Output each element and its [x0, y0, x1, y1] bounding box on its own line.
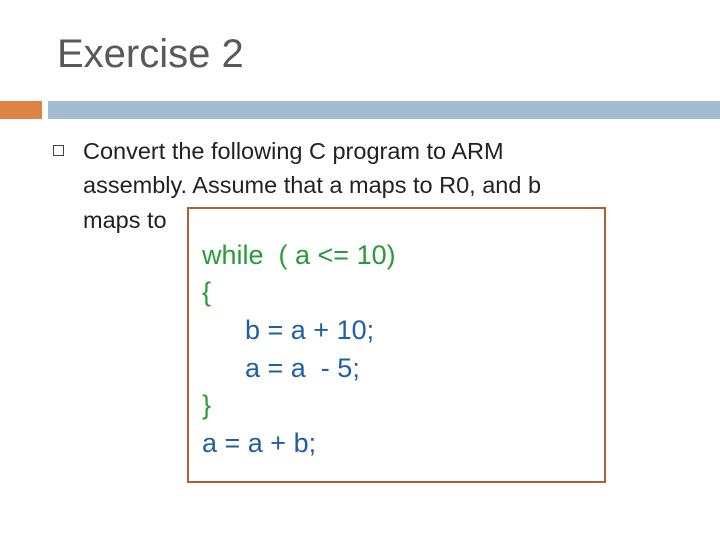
code-line-assign-b: b = a + 10; — [245, 315, 375, 345]
code-line-open-brace: { — [202, 277, 212, 307]
code-box — [187, 207, 606, 483]
square-bullet-icon — [53, 145, 64, 156]
bullet-text-line: assembly. Assume that a maps to R0, and b — [83, 172, 542, 199]
accent-bar-orange — [0, 101, 42, 119]
code-line-final-assign: a = a + b; — [202, 428, 317, 458]
code-line-close-brace: } — [202, 390, 212, 420]
slide-title: Exercise 2 — [57, 32, 244, 76]
accent-bar-blue — [48, 101, 720, 119]
bullet-text-line: maps to — [83, 206, 167, 233]
bullet-text-line: Convert the following C program to ARM — [83, 138, 504, 164]
code-line-assign-a: a = a - 5; — [245, 353, 360, 383]
code-line-while: while ( a <= 10) — [202, 240, 396, 270]
